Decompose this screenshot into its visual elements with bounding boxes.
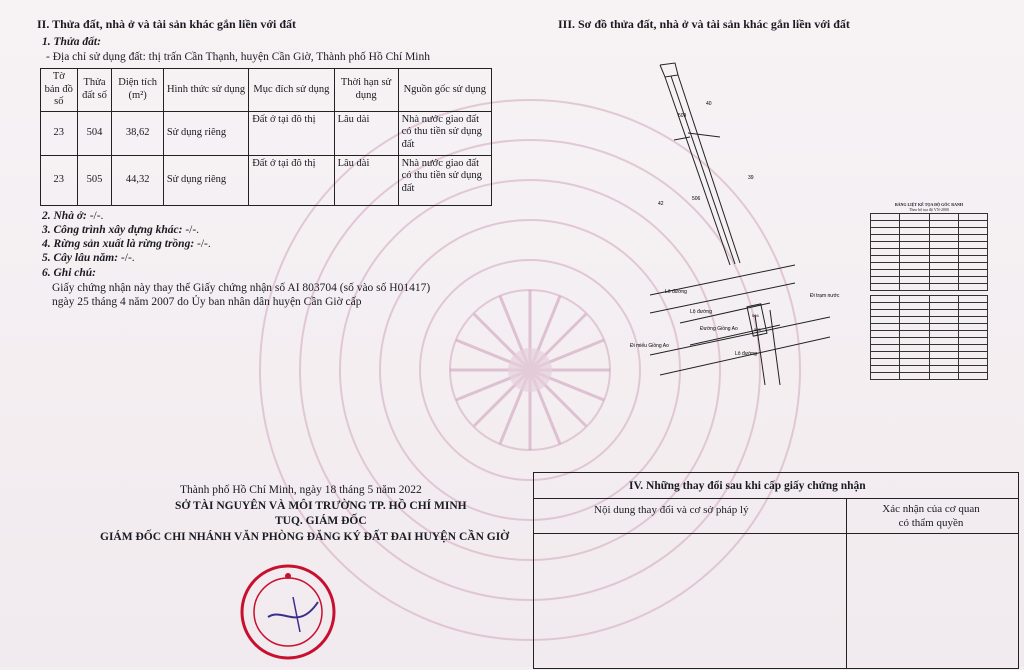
map-label-to-left: Đi miếu Giồng Ao <box>630 343 669 349</box>
item-other-construction: 3. Công trình xây dựng khác: -/-. <box>42 224 200 236</box>
cell-use-term: Lâu dài <box>334 111 398 155</box>
map-label-505: 505 <box>754 327 761 332</box>
header-use-form: Hình thức sử dụng <box>163 69 248 112</box>
cell-use-term: Lâu dài <box>334 155 398 205</box>
cell-use-form: Sử dụng riêng <box>163 111 248 155</box>
map-label-to-right: Đi trạm nước <box>810 293 840 299</box>
land-address: - Địa chỉ sử dụng đất: thị trấn Cần Thạnh, huyện Cần Giờ, Thành phố Hồ Chí Minh <box>46 51 430 63</box>
land-table-header <box>41 69 492 112</box>
item-house: 2. Nhà ở: -/-. <box>42 210 104 222</box>
map-label-39: 39 <box>748 175 754 181</box>
land-table <box>40 68 492 206</box>
note-line-1: Giấy chứng nhận này thay thế Giấy chứng nhận số AI 803704 (số vào số H01417) <box>52 282 431 294</box>
tuq-director: TUQ. GIÁM ĐỐC <box>275 515 367 527</box>
coord-subtitle: Theo hệ tọa độ VN-2000 <box>909 207 949 212</box>
table-row <box>41 155 492 205</box>
coord-grid-2 <box>870 295 988 380</box>
map-label-road-top: Lô đường <box>665 289 687 295</box>
notes-label: 6. Ghi chú: <box>42 267 96 279</box>
cell-use-form: Sử dụng riêng <box>163 155 248 205</box>
cell-area: 38,62 <box>112 111 163 155</box>
cell-use-purpose: Đất ở tại đô thị <box>249 111 334 155</box>
column-changes: Nội dung thay đổi và cơ sở pháp lý <box>594 504 749 516</box>
cell-use-origin: Nhà nước giao đất có thu tiền sử dụng đất <box>398 155 491 205</box>
official-red-stamp <box>238 562 338 662</box>
header-area: Diện tích (m²) <box>112 69 163 112</box>
coord-title: BẢNG LIỆT KÊ TỌA ĐỘ GÓC RANH <box>894 202 964 207</box>
land-heading: 1. Thửa đất: <box>42 36 101 48</box>
header-use-purpose: Mục đích sử dụng <box>249 69 334 112</box>
cell-map-sheet: 23 <box>41 155 78 205</box>
cell-lot-number: 505 <box>77 155 112 205</box>
map-label-42: 42 <box>658 201 664 207</box>
table-row <box>41 111 492 155</box>
column-confirmation: Xác nhận của cơ quan có thẩm quyền <box>882 503 980 530</box>
coord-grid-1 <box>870 213 988 291</box>
map-label-giong-ao: Đường Giồng Ao <box>700 326 738 332</box>
changes-table <box>533 472 1019 669</box>
map-label-506: 506 <box>692 196 701 202</box>
coordinate-table <box>870 202 988 380</box>
plot-diagram <box>630 55 860 385</box>
header-lot-number: Thửa đất số <box>77 69 112 112</box>
cell-use-purpose: Đất ở tại đô thị <box>249 155 334 205</box>
cell-lot-number: 504 <box>77 111 112 155</box>
item-planted-forest: 4. Rừng sản xuất là rừng trồng: -/-. <box>42 238 211 250</box>
section-3-heading: III. Sơ đồ thửa đất, nhà ở và tài sản khác gắn liền với đất <box>558 17 850 31</box>
section-2-heading: II. Thửa đất, nhà ở và tài sản khác gắn liền với đất <box>37 17 297 31</box>
issuing-org: SỞ TÀI NGUYÊN VÀ MÔI TRƯỜNG TP. HỒ CHÍ MINH <box>175 500 467 512</box>
cell-map-sheet: 23 <box>41 111 78 155</box>
cell-area: 44,32 <box>112 155 163 205</box>
map-label-509: 509 <box>678 113 687 119</box>
cell-use-origin: Nhà nước giao đất có thu tiền sử dụng đất <box>398 111 491 155</box>
date-line: Thành phố Hồ Chí Minh, ngày 18 tháng 5 năm 2022 <box>180 484 422 496</box>
divider <box>846 498 847 668</box>
header-map-sheet: Tờ bản đồ số <box>41 69 78 112</box>
map-label-road-mid: Lộ đường <box>690 309 712 315</box>
map-label-504: 504 <box>752 313 759 318</box>
divider <box>534 498 1018 499</box>
note-line-2: ngày 25 tháng 4 năm 2007 do Ủy ban nhân dân huyện Cần Giờ cấp <box>52 296 362 308</box>
signer-title: GIÁM ĐỐC CHI NHÁNH VĂN PHÒNG ĐĂNG KÝ ĐẤT ĐAI HUYỆN CẦN GIỜ <box>100 531 510 543</box>
map-label-road-bottom: Lô đường <box>735 351 757 357</box>
divider <box>534 533 1018 534</box>
map-label-40: 40 <box>706 101 712 107</box>
header-use-origin: Nguồn gốc sử dụng <box>398 69 491 112</box>
header-use-term: Thời hạn sử dụng <box>334 69 398 112</box>
section-4-heading: IV. Những thay đổi sau khi cấp giấy chứng nhận <box>629 480 866 492</box>
item-perennial-trees: 5. Cây lâu năm: -/-. <box>42 252 135 264</box>
